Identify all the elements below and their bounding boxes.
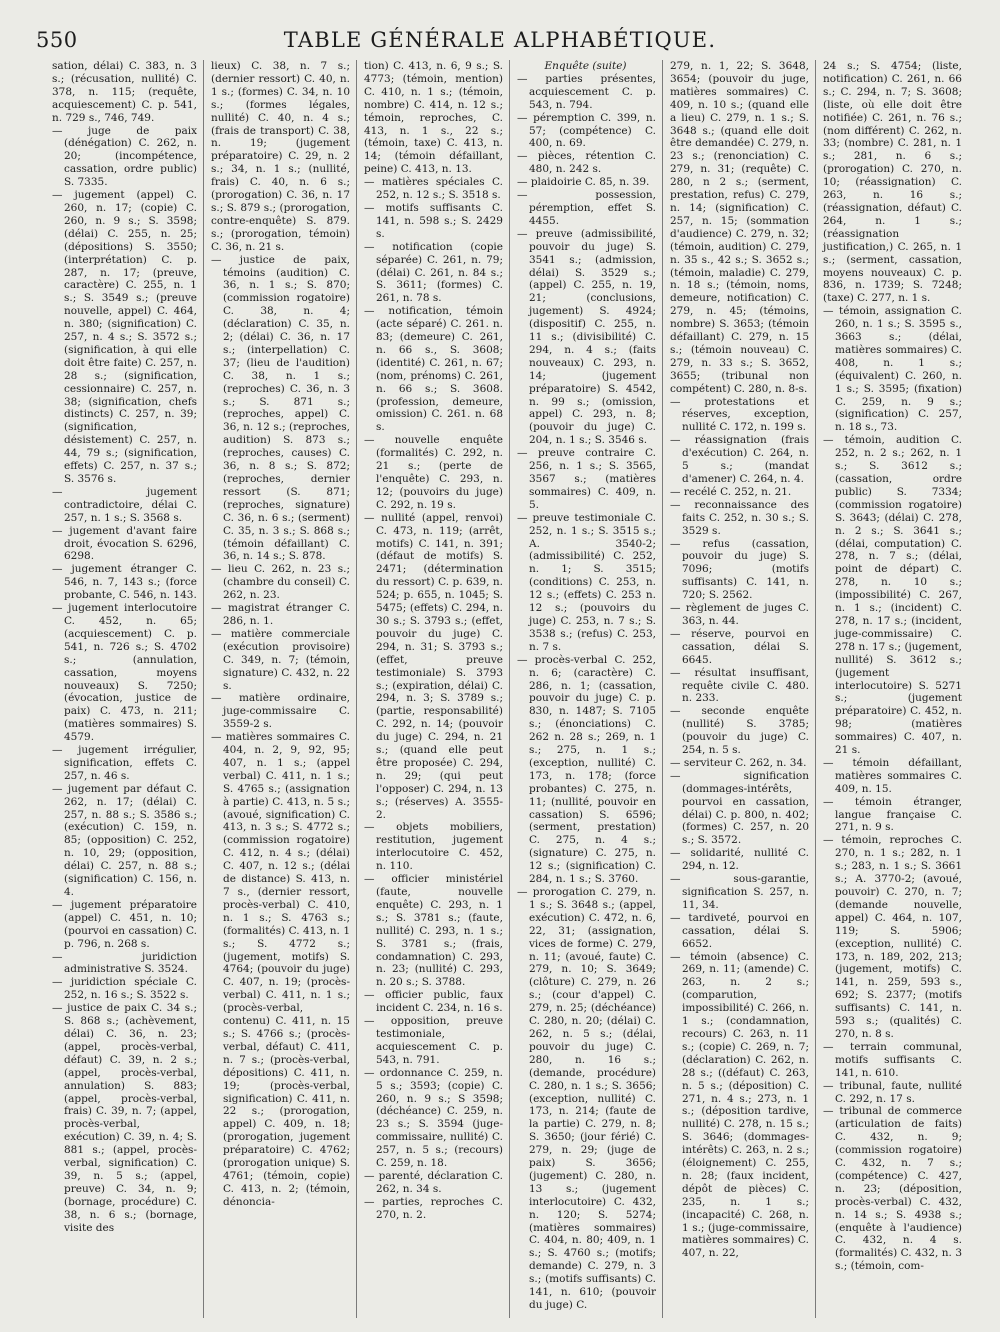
index-entry: — tribunal de commerce (articulation de faits) C. 432, n. 9; (commission rogatoire) C. 432, n. 7 s.; (compétence) C. 427, n. 23; (déposition, procès-verbal) C. 432, n. 14 s.; S. 4938 s.; (enquête à l'audience) C. 432, n. 4 s. (formalités) C. 432, n. 3 s.; (témoin, com- (823, 1105, 962, 1273)
index-entry: — jugement préparatoire (appel) C. 451, n. 10; (pourvoi en cassation) C. p. 796, n. 268 s. (52, 898, 197, 950)
index-entry: — témoin, reproches C. 270, n. 1 s.; 282, n. 1 s.; 283, n. 1 s.; S. 3661 s.; A. 3770-2; (avoué, pouvoir) C. 270, n. 7; (demande nouvelle, appel) C. 464, n. 107, 119; S. 5906; (exception, nullité) C. 173, n. 189, 202, 213; (jugement, motifs) C. 141, n. 259, 593 s., 692; S. 2377; (motifs suffisants) C. 141, n. 593 s.; (qualités) C. 270, n. 8 s. (823, 834, 962, 1040)
index-entry: — refus (cassation, pouvoir du juge) S. 7096; (motifs suffisants) C. 141, n. 720; S. 2562. (670, 537, 809, 602)
index-entry: — juge de paix (dénégation) C. 262, n. 20; (incompétence, cassation, ordre public) S. 7335. (52, 124, 197, 189)
index-entry: — reconnaissance des faits C. 252, n. 30 s.; S. 3529 s. (670, 498, 809, 537)
index-entry: 279, n. 1, 22; S. 3648, 3654; (pouvoir du juge, matières sommaires) C. 409, n. 10 s.; (quand elle a lieu) C. 279, n. 1 s.; S. 3648 s.; (quand elle doit être demandée) C. 279, n. 23 s.; (renonciation) C. 279, n. 31; (requête) C. 280, n 2 s.; (serment, prestation, refus) C. 279, n. 14; (signification) C. 257, n. 15; (sommation d'audience) C. 279, n. 32; (témoin, audition) C. 279, n. 35 s., 42 s.; S. 3652 s.; (témoin, maladie) C. 279, n. 18 s.; (témoin, noms, demeure, notification) C. 279, n. 45; (témoins, nombre) S. 3653; (témoin défaillant) C. 279, n. 15 s.; (témoin nouveau) C. 279, n. 33 s.; S. 3652, 3655; (tribunal non compétent) C. 280, n. 8-s. (670, 60, 809, 395)
index-entry: — opposition, preuve testimoniale, acquiescement C. p. 543, n. 791. (364, 1015, 503, 1066)
index-column-1 (50, 60, 197, 1318)
index-entry: — jugement d'avant faire droit, évocation S. 6296, 6298. (52, 524, 197, 563)
index-entry: — jugement irrégulier, signification, effets C. 257, n. 46 s. (52, 744, 197, 782)
index-entry: — pièces, rétention C. 480, n. 242 s. (517, 150, 656, 176)
index-entry: — protestations et réserves, exception, nullité C. 172, n. 199 s. (670, 395, 809, 434)
index-entry: — témoin étranger, langue française C. 271, n. 9 s. (823, 795, 962, 834)
index-entry: — justice de paix C. 34 s.; S. 868 s.; (achèvement, délai) C. 36, n. 23; (appel, procès-verbal, défaut) C. 39, n. 2 s.; (appel, procès-verbal, annulation) S. 883; (appel, procès-verbal, frais) C. 39, n. 7; (appel, procès-verbal, exécution) C. 39, n. 4; S. 881 s.; (appel, procès-verbal, signification) C. 39, n. 5 s.; (appel, preuve) C. 34, n. 9; (bornage, procédure) C. 38, n. 6 s.; (bornage, visite des (52, 1002, 197, 1234)
index-entry: — parenté, déclaration C. 262, n. 34 s. (364, 1169, 503, 1195)
index-entry: 24 s.; S. 4754; (liste, notification) C. 261, n. 66 s.; C. 294, n. 7; S. 3608; (liste, où elle doit être notifiée) C. 261, n. 76 s.; (nom différent) C. 262, n. 33; (nombre) C. 281, n. 1 s.; 281, n. 6 s.; (prorogation) C. 270, n. 10; (réassignation) C. 263, n. 16 s.; (réassignation, défaut) C. 264, n. 1 s.; (réassignation justification,) C. 265, n. 1 s.; (serment, cassation, moyens nouveaux) C. p. 836, n. 1739; S. 7248; (taxe) C. 277, n. 1 s. (823, 60, 962, 305)
index-entry: — sous-garantie, signification S. 257, n. 11, 34. (670, 873, 809, 911)
index-entry: — ordonnance C. 259, n. 5 s.; 3593; (copie) C. 260, n. 9 s.; S 3598; (déchéance) C. 259, n. 23 s.; S. 3594 (juge-commissaire, nullité) C. 257, n. 5 s.; (recours) C. 259, n. 18. (364, 1066, 503, 1170)
index-column-4 (509, 60, 656, 1318)
index-entry: — preuve (admissibilité, pouvoir du juge) S. 3541 s.; (admission, délai) S. 3529 s.; (appel) C. 255, n. 19, 21; (conclusions, jugement) S. 4924; (dispositif) C. 255, n. 11 s.; (divisibilité) C. 294, n. 4 s.; (faits nouveaux) C. 293, n. 14; (jugement préparatoire) S. 4542, n. 99 s.; (omission, appel) C. 293, n. 8; (pouvoir du juge) C. 204, n. 1 s.; S. 3546 s. (517, 227, 656, 447)
index-entry: — péremption C. 399, n. 57; (compétence) C. 400, n. 69. (517, 111, 656, 150)
index-entry: — solidarité, nullité C. 294, n. 12. (670, 847, 809, 873)
index-entry: — terrain communal, motifs suffisants C. 141, n. 610. (823, 1040, 962, 1079)
page-header (0, 24, 1000, 64)
index-entry: — preuve contraire C. 256, n. 1 s.; S. 3565, 3567 s.; (matières sommaires) C. 409, n. 5. (517, 447, 656, 511)
index-columns (50, 60, 962, 1318)
index-entry: — signification (dommages-intérêts, pourvoi en cassation, délai) C. p. 800, n. 402; (formes) C. 257, n. 20 s.; S. 3572. (670, 769, 809, 847)
continuation-heading: Enquête (suite) (544, 60, 627, 72)
index-entry: — officier public, faux incident C. 234, n. 16 s. (364, 989, 503, 1015)
index-entry: — nouvelle enquête (formalités) C. 292, n. 21 s.; (perte de l'enquête) C. 293, n. 12; (pouvoirs du juge) C. 292, n. 19 s. (364, 434, 503, 511)
index-entry: — témoin (absence) C. 269, n. 11; (amende) C. 263, n. 2 s.; (comparution, impossibilité) C. 266, n. 1 s.; (condamnation, recours) C. 263, n. 11 s.; (copie) C. 269, n. 7; (déclaration) C. 262, n. 28 s.; ((défaut) C. 263, n. 5 s.; (déposition) C. 271, n. 4 s.; 273, n. 1 s.; (déposition tardive, nullité) C. 278, n. 15 s.; S. 3646; (dommages-intérêts) C. 263, n. 2 s.; (éloignement) C. 255, n. 28; (faux incident, dépôt de pièces) C. 235, n. 1 s.; (incapacité) C. 268, n. 1 s.; (juge-commissaire, matières sommaires) C. 407, n. 22, (670, 950, 809, 1260)
index-entry: — motifs suffisants C. 141, n. 598 s.; S. 2429 s. (364, 201, 503, 240)
index-entry: — notification (copie séparée) C. 261, n. 79; (délai) C. 261, n. 84 s.; S. 3611; (formes) C. 261, n. 78 s. (364, 240, 503, 305)
index-entry: — lieu C. 262, n. 23 s.; (chambre du conseil) C. 262, n. 23. (211, 563, 350, 602)
page-number: 550 (36, 28, 78, 52)
index-entry: — prorogation C. 279, n. 1 s.; S. 3648 s.; (appel, exécution) C. 472, n. 6, 22, 31; (assignation, vices de forme) C. 279, n. 11; (avoué, faute) C. 279, n. 10; S. 3649; (clôture) C. 279, n. 26 s.; (cour d'appel) C. 279, n. 25; (déchéance) C. 280, n. 20; (délai) C. 262, n. 5 s.; (délai, pouvoir du juge) C. 280, n. 16 s.; (demande, procédure) C. 280, n. 1 s.; S. 3656; (exception, nullité) C. 173, n. 214; (faute de la partie) C. 279, n. 8; S. 3650; (jour férié) C. 279, n. 29; (juge de paix) S. 3656; (jugement) C. 280, n. 13 s.; (jugement interlocutoire) C. 432, n. 120; S. 5274; (matières sommaires) C. 404, n. 80; 409, n. 1 s.; S. 4760 s.; (motifs; demande) C. 279, n. 3 s.; (motifs suffisants) C. 141, n. 610; (pouvoir du juge) C. (517, 886, 656, 1311)
index-entry: — règlement de juges C. 363, n. 44. (670, 602, 809, 627)
index-column-3 (356, 60, 503, 1318)
running-title: TABLE GÉNÉRALE ALPHABÉTIQUE. (283, 28, 717, 52)
index-entry: — parties présentes, acquiescement C. p. 543, n. 794. (517, 72, 656, 111)
index-column-5 (662, 60, 809, 1318)
index-entry: — matière ordinaire, juge-commissaire C. 3559-2 s. (211, 692, 350, 731)
index-column-6 (815, 60, 962, 1318)
index-entry: — témoin défaillant, matières sommaires C. 409, n. 15. (823, 756, 962, 795)
index-entry: — tribunal, faute, nullité C. 292, n. 17 s. (823, 1079, 962, 1105)
index-entry: — objets mobiliers, restitution, jugement interlocutoire C. 452, n. 110. (364, 821, 503, 873)
index-entry: — nullité (appel, renvoi) C. 473, n. 119; (arrêt, motifs) C. 141, n. 391; (défaut de motifs) S. 2471; (détermination du ressort) C. p. 639, n. 524; p. 655, n. 1045; S. 5475; (effets) C. 294, n. 30 s.; S. 3793 s.; (effet, pouvoir du juge) C. 294, n. 31; S. 3793 s.; (effet, preuve testimoniale) S. 3793 s.; (expiration, délai) C. 294, n. 3; S. 3789 s.; (partie, responsabilité) C. 292, n. 14; (pouvoir du juge) C. 294, n. 21 s.; (quand elle peut être proposée) C. 294, n. 29; (qui peut l'opposer) C. 294, n. 13 s.; (réserves) A. 3555-2. (364, 511, 503, 821)
index-entry: — tardiveté, pourvoi en cassation, délai S. 6652. (670, 911, 809, 950)
index-entry: — matières sommaires C. 404, n. 2, 9, 92, 95; 407, n. 1 s.; (appel verbal) C. 411, n. 1 s.; S. 4765 s.; (assignation à partie) C. 413, n. 5 s.; (avoué, signification) C. 413, n. 3 s.; S. 4772 s.; (commission rogatoire) C. 412, n. 4 s.; (délai) C. 407, n. 12 s.; (délai de distance) S. 413, n. 7 s., (dernier ressort, procès-verbal) C. 410, n. 1 s.; S. 4763 s.; (formalités) C. 413, n. 1 s.; S. 4772 s.; (jugement, motifs) S. 4764; (pouvoir du juge) C. 407, n. 19; (procès-verbal) C. 411, n. 1 s.; (procès-verbal, contenu) C. 411, n. 15 s.; S. 4766 s.; (procès-verbal, défaut) C. 411, n. 7 s.; (procès-verbal, dépositions) C. 411, n. 19; (procès-verbal, signification) C. 411, n. 22 s.; (prorogation, appel) C. 409, n. 18; (prorogation, jugement préparatoire) C. 4762; (prorogation unique) S. 4761; (témoin, copie) C. 413, n. 2; (témoin, dénoncia- (211, 731, 350, 1208)
index-entry: — officier ministériel (faute, nouvelle enquête) C. 293, n. 1 s.; S. 3781 s.; (faute, nullité) C. 293, n. 1 s.; S. 3781 s.; (frais, condamnation) C. 293, n. 23; (nullité) C. 293, n. 20 s.; S. 3788. (364, 873, 503, 989)
index-entry: — jugement (appel) C. 260, n. 17; (copie) C. 260, n. 9 s.; S. 3598; (délai) C. 255, n. 25; (dépositions) S. 3550; (interprétation) C. p. 287, n. 17; (preuve, caractère) C. 255, n. 1 s.; S. 3549 s.; (preuve nouvelle, appel) C. 464, n. 380; (signification) C. 257, n. 4 s.; S. 3572 s.; (signification, à qui elle doit être faite) C. 257, n. 28 s.; (signification, cessionnaire) C. 257, n. 38; (signification, chefs distincts) C. 257, n. 39; (signification, désistement) C. 257, n. 44, 79 s.; (signification, effets) C. 257, n. 37 s.; S. 3576 s. (52, 189, 197, 485)
index-entry: — matières spéciales C. 252, n. 12 s.; S. 3518 s. (364, 176, 503, 202)
index-entry: — réassignation (frais d'exécution) C. 264, n. 5 s.; (mandat d'amener) C. 264, n. 4. (670, 434, 809, 485)
index-entry: — jugement étranger C. 546, n. 7, 143 s.; (force probante, C. 546, n. 143. (52, 563, 197, 602)
index-entry: — juridiction administrative S. 3524. (52, 950, 197, 976)
index-entry: — résultat insuffisant, requête civile C. 480. n. 233. (670, 666, 809, 705)
index-entry: — matière commerciale (exécution provisoire) C. 349, n. 7; (témoin, signature) C. 432, n. 22 s. (211, 627, 350, 692)
index-entry: tion) C. 413, n. 6, 9 s.; S. 4773; (témoin, mention) C. 410, n. 1 s.; (témoin, nombre) C. 414, n. 12 s.; témoin, reproches, C. 413, n. 1 s., 22 s.; (témoin, taxe) C. 413, n. 14; (témoin défaillant, peine) C. 413, n. 13. (364, 60, 503, 176)
index-entry: — serviteur C. 262, n. 34. (670, 756, 807, 769)
index-entry: — preuve testimoniale C. 252, n. 1 s.; S. 3515 s.; A. 3540-2; (admissibilité) C. 252, n. 1; S. 3515; (conditions) C. 253, n. 12 s.; (effets) C. 253 n. 12 s.; (pouvoirs du juge) C. 253, n. 7 s.; S. 3538 s.; (refus) C. 253, n. 7 s. (517, 511, 656, 653)
index-entry: — jugement interlocutoire C. 452, n. 65; (acquiescement) C. p. 541, n. 726 s.; S. 4702 s.; (annulation, cassation, moyens nouveaux) S. 7250; (évocation, justice de paix) C. 473, n. 211; (matières sommaires) S. 4579. (52, 602, 197, 744)
index-entry: — seconde enquête (nullité) S. 3785; (pouvoir du juge) C. 254, n. 5 s. (670, 705, 809, 757)
index-column-2 (203, 60, 350, 1318)
index-entry: — recélé C. 252, n. 21. (670, 485, 792, 498)
index-entry: — plaidoirie C. 85, n. 39. (517, 176, 650, 189)
index-entry: — jugement contradictoire, délai C. 257, n. 1 s.; S. 3568 s. (52, 485, 197, 524)
index-entry: — procès-verbal C. 252, n. 6; (caractère) C. 286, n. 1; (cassation, pouvoir du juge) C. p. 830, n. 1487; S. 7105 s.; (énonciations) C. 262 n. 28 s.; 269, n. 1 s.; 275, n. 1 s.; (exception, nullité) C. 173, n. 178; (force probantes) C. 275, n. 11; (nullité, pouvoir en cassation) S. 6596; (serment, prestation) C. 275, n. 4 s.; (signature) C. 275, n. 12 s.; (signification) C. 284, n. 1 s.; S. 3760. (517, 653, 656, 886)
index-entry: — justice de paix, témoins (audition) C. 36, n. 1 s.; S. 870; (commission rogatoire) C. 38, n. 4; (déclaration) C. 35, n. 2; (délai) C. 36, n. 17 s.; (interpellation) C. 37; (lieu de l'audition) C. 38, n. 1 s.; (reproches) C. 36, n. 3 s.; S. 871 s.; (reproches, appel) C. 36, n. 12 s.; (reproches, audition) S. 873 s.; (reproches, causes) C. 36, n. 8 s.; S. 872; (reproches, dernier ressort (S. 871; (reproches, signature) C. 36, n. 6 s.; (serment) C. 35, n. 3 s.; S. 868 s.; (témoin défaillant) C. 36, n. 14 s.; S. 878. (211, 253, 350, 563)
index-entry: — témoin, audition C. 252, n. 2 s.; 262, n. 1 s.; S. 3612 s.; (cassation, ordre public) S. 7334; (commission rogatoire) S. 3643; (délai) C. 278, n. 2 s.; S. 3641 s.; (délai, computation) C. 278, n. 7 s.; (délai, point de départ) C. 278, n. 10 s.; (impossibilité) C. 267, n. 1 s.; (incident) C. 278, n. 17 s.; (incident, juge-commissaire) C. 278 n. 17 s.; (jugement, nullité) S. 3612 s.; (jugement interlocutoire) S. 5271 s.; (jugement préparatoire) C. 452, n. 98; (matières sommaires) C. 407, n. 21 s. (823, 434, 962, 757)
index-entry: — possession, péremption, effet S. 4455. (517, 189, 656, 227)
index-entry: — magistrat étranger C. 286, n. 1. (211, 602, 350, 627)
index-entry: — notification, témoin (acte séparé) C. 261. n. 83; (demeure) C. 261, n. 66 s., S. 3608; (identité) C. 261, n. 67; (nom, prénoms) C. 261, n. 66 s.; S. 3608. (profession, demeure, omission) C. 261. n. 68 s. (364, 305, 503, 434)
index-entry: — parties, reproches C. 270, n. 2. (364, 1195, 503, 1221)
index-entry: — juridiction spéciale C. 252, n. 16 s.; S. 3522 s. (52, 976, 197, 1002)
index-entry: — réserve, pourvoi en cassation, délai S. 6645. (670, 627, 809, 666)
index-entry: — témoin, assignation C. 260, n. 1 s.; S. 3595 s., 3663 s.; (délai, matières sommaires) C. 408, n. 1 s.; (équivalent) C. 260, n. 1 s.; S. 3595; (fixation) C. 259, n. 9 s.; (signification) C. 257, n. 18 s., 73. (823, 305, 962, 434)
index-entry: lieux) C. 38, n. 7 s.; (dernier ressort) C. 40, n. 1 s.; (formes) C. 34, n. 10 s.; (formes légales, nullité) C. 40, n. 4 s.; (frais de transport) C. 38, n. 19; (jugement préparatoire) C. 29, n. 2 s.; 34, n. 1 s.; (nullité, frais) C. 40, n. 6 s.; (prorogation) C. 36, n. 17 s.; S. 879 s.; (prorogation, contre-enquête) S. 879. s.; (prorogation, témoin) C. 36, n. 21 s. (211, 60, 350, 253)
index-entry: — jugement par défaut C. 262, n. 17; (délai) C. 257, n. 88 s.; S. 3586 s.; (exécution) C. 159, n. 85; (opposition) C. 252, n. 10, 29; (opposition, délai) C. 257, n. 88 s.; (signification) C. 156, n. 4. (52, 782, 197, 898)
index-entry: sation, délai) C. 383, n. 3 s.; (récusation, nullité) C. 378, n. 115; (requête, acquiescement) C. p. 541, n. 729 s., 746, 749. (52, 60, 197, 124)
